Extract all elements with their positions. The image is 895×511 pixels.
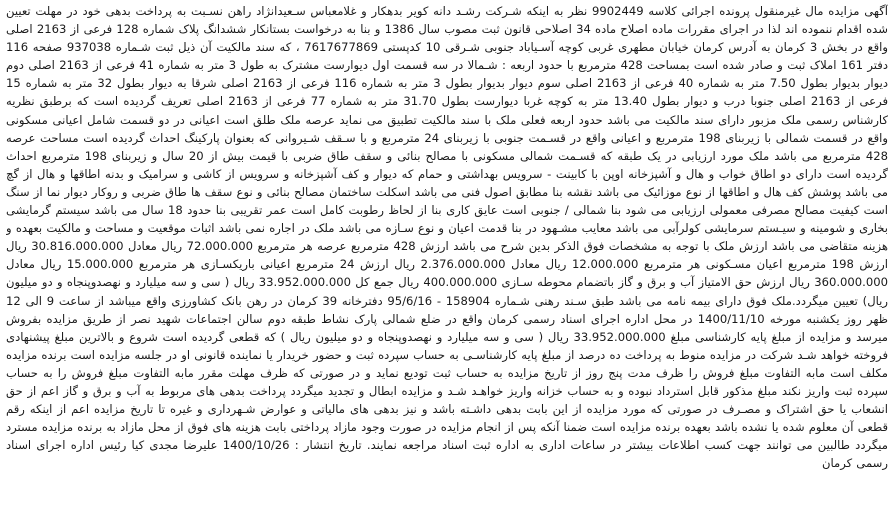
auction-notice-text xyxy=(6,2,888,508)
notice-body: آگهی مزایده مال غیرمنقول پرونده اجرائی کلاسه 9902449 نظر به اینکه شـرکت رشـد دانه کویر بدهکار و غلامعباس سـعیدانژاد راهن نسـبت به پرداخت بدهی خود در مهلت تعیین شده اقدام ننموده اند لذا در اجرای مقررات ماده اصلاح ماده 34 اصلاحی قانون ثبت مصوب سال 1386 و بنا به درخواست بستانکار ششدانگ پلاک شماره 128 فرعی از 2163 اصلی واقع در بخش 3 کرمان به آدرس کرمان خیابان مطهری غربی کوچه آسـیاباد جنوبی شـرقی 10 کدپستی 7617677869 ، که سند مالکیت آن ذیل ثبت شـماره 937038 صفحه 116 دفتر 161 املاک ثبت و صادر شده است بمساحت 428 مترمربع با حدود اربعه : شـمالا در سه قسمت اول دیوارست مشترک به طول 3 متر به شماره 41 فرعی از 2163 اصلی دوم دیوار بدیوار بطول 7.50 متر به شماره 40 فرعی از 2163 اصلی سوم دیوار بدیوار بطول 3 متر به شماره 116 فرعی از 2163 اصلی شرقا به دیوار بطول 32 متر به شماره 15 فرعی از 2163 اصلی جنوبا درب و دیوار بطول 13.40 متر به کوچه غربا دیوارست بطول 31.70 متر به شماره 77 فرعی از 2163 اصلی تعریف گردیده است که برطبق نظریه کارشناس رسمی ملک مزبور دارای سند مالکیت می باشد حدود اربعه فعلی ملک با سند مالکیت تطبیق می نماید عرصه ملک طلق است اعیانی در دو قسمت شامل اعیانی مسکونی واقع در قسمت شمالی با زیربنای 198 مترمربع و اعیانی واقع در قسـمت جنوبی با زیربنای 24 مترمربع و با سـقف شـیروانی که بعنوان پارکینگ احداث گردیده است مساحت عرصه 428 مترمربع می باشد ملک مورد ارزیابی در یک طبقه که قسـمت شمالی مسکونی با مصالح بنائی و سقف طاق ضربی با قیمت بیش از 20 سال و زیربنای 198 مترمربع احداث گردیده است دارای دو اطاق خواب و هال و آشپزخانه اوپن با کابینت - سرویس بهداشتی و حمام که دیوار و کف آشپزخانه و سرویس از کاشی و سرامیک و بدنه اطاقها و هال از گچ می باشد پوشش کف هال و اطاقها از نوع موزائیک می باشد نقشه بنا مطابق اصول فنی می باشد اسکلت ساختمان مصالح بنائی و نوع سقف ها طاق ضربی و روکار دیوار نما از سنگ است کیفیت مصالح مصرفی معمولی ارزیابی می شود بنا شمالی / جنوبی است عایق کاری بنا از لحاظ رطوبت کامل است عمر تقریبی بنا حدود 18 سال می باشد سیستم گرمایشی بخاری و شومینه و سیـستم سرمایشی کولرآبی می باشد معایب مشـهود در بنا قدمت اعیان و نوع سـازه می باشد ملک در اجاره نمی باشد اثبات موقعیت و مساحت و مالکیت بعهده و هزینه متقاضی می باشد ارزش ملک با توجه به مشخصات فوق الذکر بدین شرح می باشد ارزش 428 مترمربع عرصه هر مترمربع 72.000.000 ریال معادل 30.816.000.000 ریال ارزش 198 مترمربع اعیان مسـکونی هر مترمربع 12.000.000 ریال معادل 2.376.000.000 ریال ارزش 24 مترمربع اعیانی باریکسـازی هر مترمربع 15.000.000 ریال معادل 360.000.000 ریال ارزش حق الامتیاز آب و برق و گاز باتضمام محوطه سـازی 400.000.000 ریال جمع کل 33.952.000.000 ریال ( سی و سه میلیارد و نهصدوپنجاه و دو میلیون ریال) تعیین میگردد.ملک فوق دارای بیمه نامه می باشد طبق سـند رهنی شـماره 158904 - 95/6/16 دفترخانه 39 کرمان در رهن بانک کشاورزی واقع میباشد از ساعت 9 الی 12 ظهر روز یکشنبه مورخه 1400/11/10 در محل اداره اجرای اسناد رسمی کرمان واقع در ضلع شمالی پارک نشاط طبقه دوم سالن اجتماعات شهید نصر از طریق مزایده بفروش میرسد و مزایده از مبلغ پایه کارشناسی مبلغ 33.952.000.000 ریال ( سی و سه میلیارد و نهصدوپنجاه و دو میلیون ریال ) که قطعی گردیده است شروع و بالاترین مبلغ پیشنهادی فروخته خواهد شـد شرکت در مزایده منوط به پرداخت ده درصد از مبلغ پایه کارشناسـی به حساب سپرده ثبت و حضور خریدار یا نماینده قانونی او در جلسه مزایده است برنده مزایده مکلف است مابه التفاوت مبلغ فروش را ظرف مدت پنج روز از تاریخ مزایده به حساب ثبت تودیع نماید و در صورتی که ظرف مهلت مقرر مابه التفاوت مبلغ فروش را به حساب سپرده ثبت واریز نکند مبلغ مذکور قابل استرداد نبوده و به حساب خزانه واریز خواهـد شـد و مزایده ابطال و تجدید میگردد پرداخت بدهی های مربوط به آب و برق و گاز اعم از حق انشعاب یا حق اشتراک و مصـرف در صورتی که مورد مزایده از این بابت بدهی داشـته باشد و نیز بدهی های مالیاتی و عوارض شـهرداری و غیره تا تاریخ مزایده اعم از اینکه رقم قطعی آن معلوم شده یا نشده باشد بعهده برنده مزایده است ضمنا آنکه پس از انجام مزایده در صورت وجود مازاد پرداختی بابت هزینه های فوق از محل مازاد به برنده مزایده مسترد میگردد طالبین می توانند جهت کسب اطلاعات بیشتر در ساعات اداری به اداره ثبت اسناد مراجعه نمایند. تاریخ انتشار : 1400/10/26 علیرضا مجدی کیا رئیس اداره اجرای اسناد رسمی کرمان xyxy=(6,4,888,471)
